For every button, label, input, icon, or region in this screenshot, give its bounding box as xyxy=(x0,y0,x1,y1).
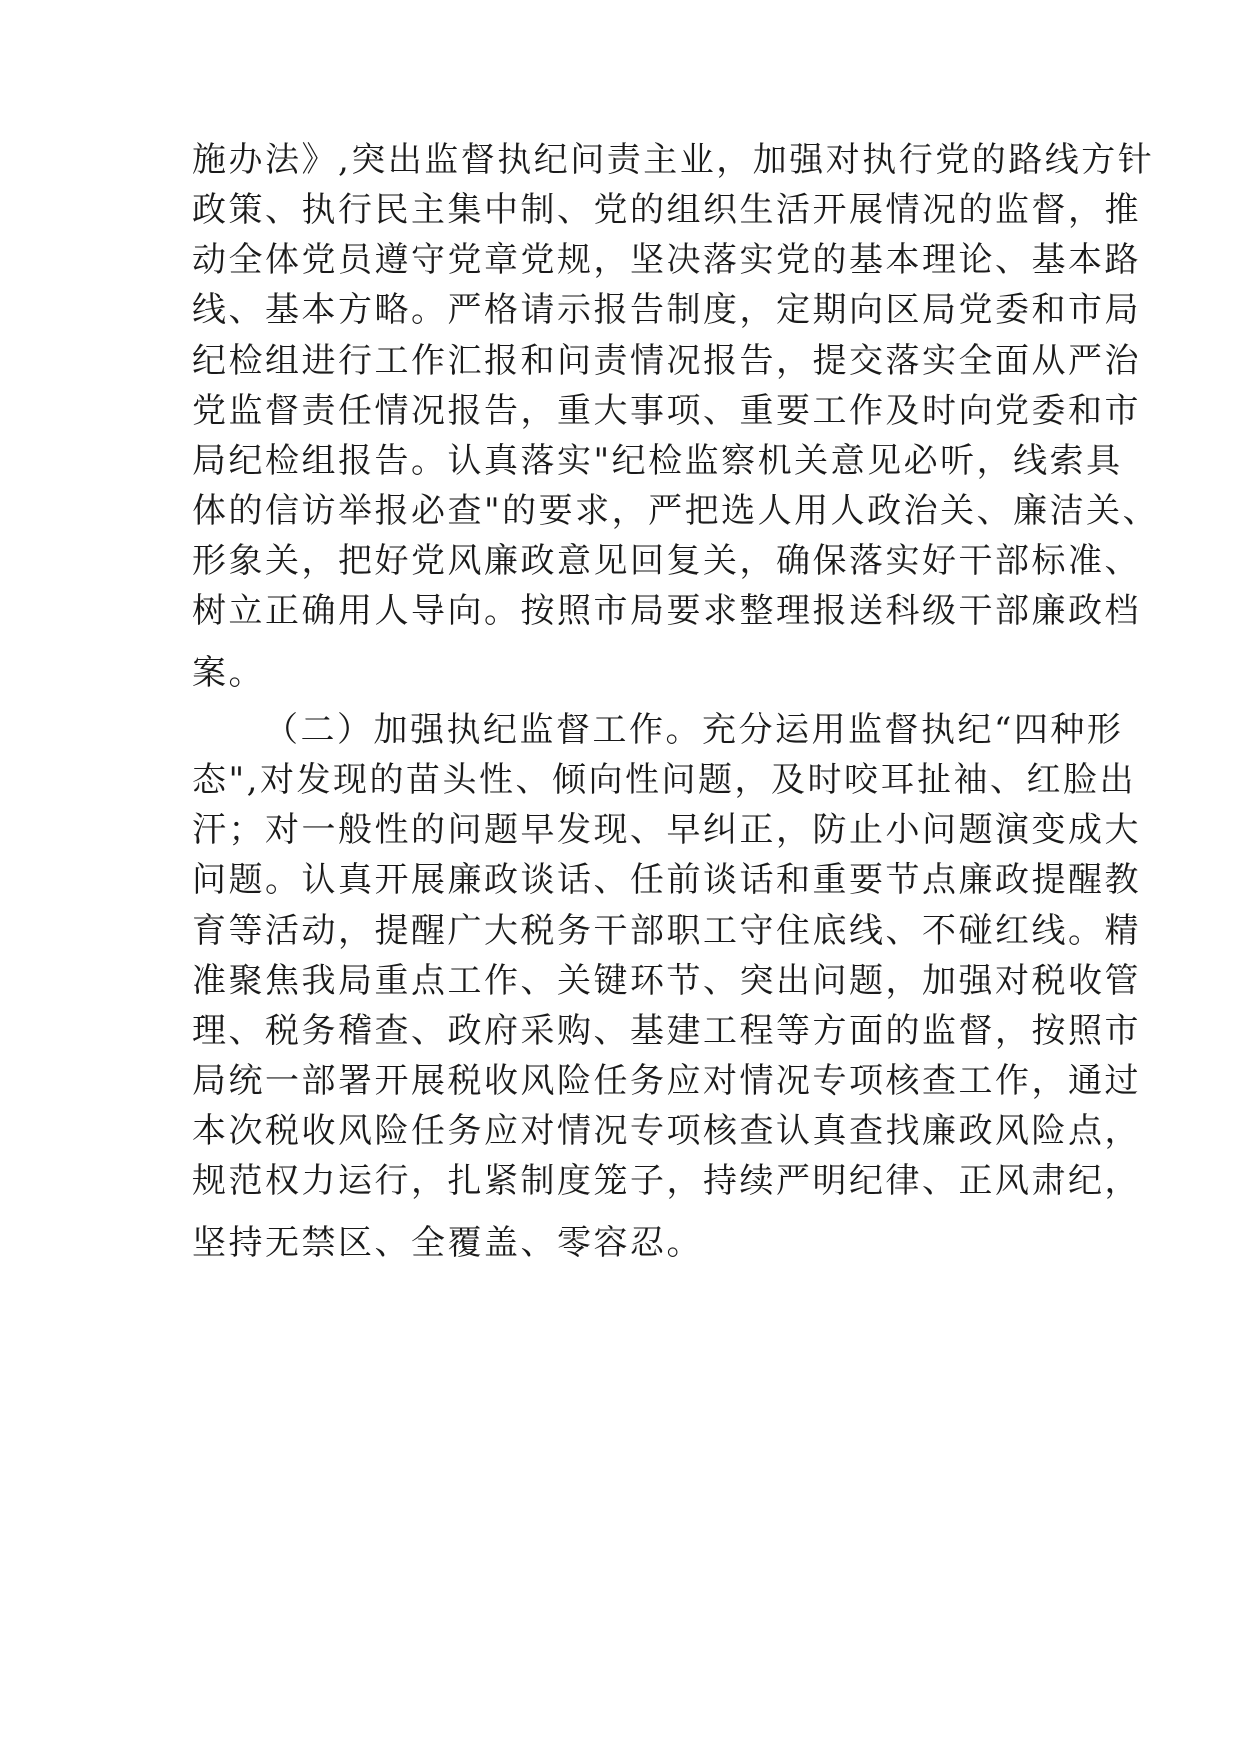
paragraph-2-line-8: 局统一部署开展税收风险任务应对情况专项核查工作，通过 xyxy=(192,1061,1141,1101)
paragraph-1-line-4: 线、基本方略。严格请示报告制度，定期向区局党委和市局 xyxy=(192,290,1141,330)
paragraph-2-line-3: 汗；对一般性的问题早发现、早纠正，防止小问题演变成大 xyxy=(192,810,1141,850)
paragraph-1-line-9: 形象关，把好党风廉政意见回复关，确保落实好干部标准、 xyxy=(192,541,1141,581)
paragraph-1-line-8: 体的信访举报必查"的要求，严把选人用人政治关、廉洁关、 xyxy=(192,491,1160,531)
paragraph-1-line-5: 纪检组进行工作汇报和问责情况报告，提交落实全面从严治 xyxy=(192,341,1141,381)
paragraph-2-line-11: 坚持无禁区、全覆盖、零容忍。 xyxy=(192,1223,703,1263)
paragraph-1-line-2: 政策、执行民主集中制、党的组织生活开展情况的监督，推 xyxy=(192,190,1141,230)
paragraph-2-line-2: 态",对发现的苗头性、倾向性问题，及时咬耳扯袖、红脸出 xyxy=(192,760,1136,800)
paragraph-2-line-9: 本次税收风险任务应对情况专项核查认真查找廉政风险点， xyxy=(192,1111,1141,1151)
paragraph-1-line-6: 党监督责任情况报告，重大事项、重要工作及时向党委和市 xyxy=(192,391,1141,431)
paragraph-2-line-1: （二）加强执纪监督工作。充分运用监督执纪“四种形 xyxy=(264,710,1124,750)
paragraph-2-line-4: 问题。认真开展廉政谈话、任前谈话和重要节点廉政提醒教 xyxy=(192,860,1141,900)
paragraph-1-line-10: 树立正确用人导向。按照市局要求整理报送科级干部廉政档 xyxy=(192,591,1141,631)
paragraph-2-line-7: 理、税务稽查、政府采购、基建工程等方面的监督，按照市 xyxy=(192,1011,1141,1051)
paragraph-1-line-7: 局纪检组报告。认真落实"纪检监察机关意见必听，线索具 xyxy=(192,441,1123,481)
paragraph-1-line-11: 案。 xyxy=(192,653,265,693)
paragraph-1-line-1: 施办法》,突出监督执纪问责主业，加强对执行党的路线方针 xyxy=(192,140,1155,180)
paragraph-2-line-5: 育等活动，提醒广大税务干部职工守住底线、不碰红线。精 xyxy=(192,911,1141,951)
paragraph-2-line-6: 准聚焦我局重点工作、关键环节、突出问题，加强对税收管 xyxy=(192,961,1141,1001)
paragraph-2-line-10: 规范权力运行，扎紧制度笼子，持续严明纪律、正风肃纪， xyxy=(192,1161,1141,1201)
paragraph-1-line-3: 动全体党员遵守党章党规，坚决落实党的基本理论、基本路 xyxy=(192,240,1141,280)
